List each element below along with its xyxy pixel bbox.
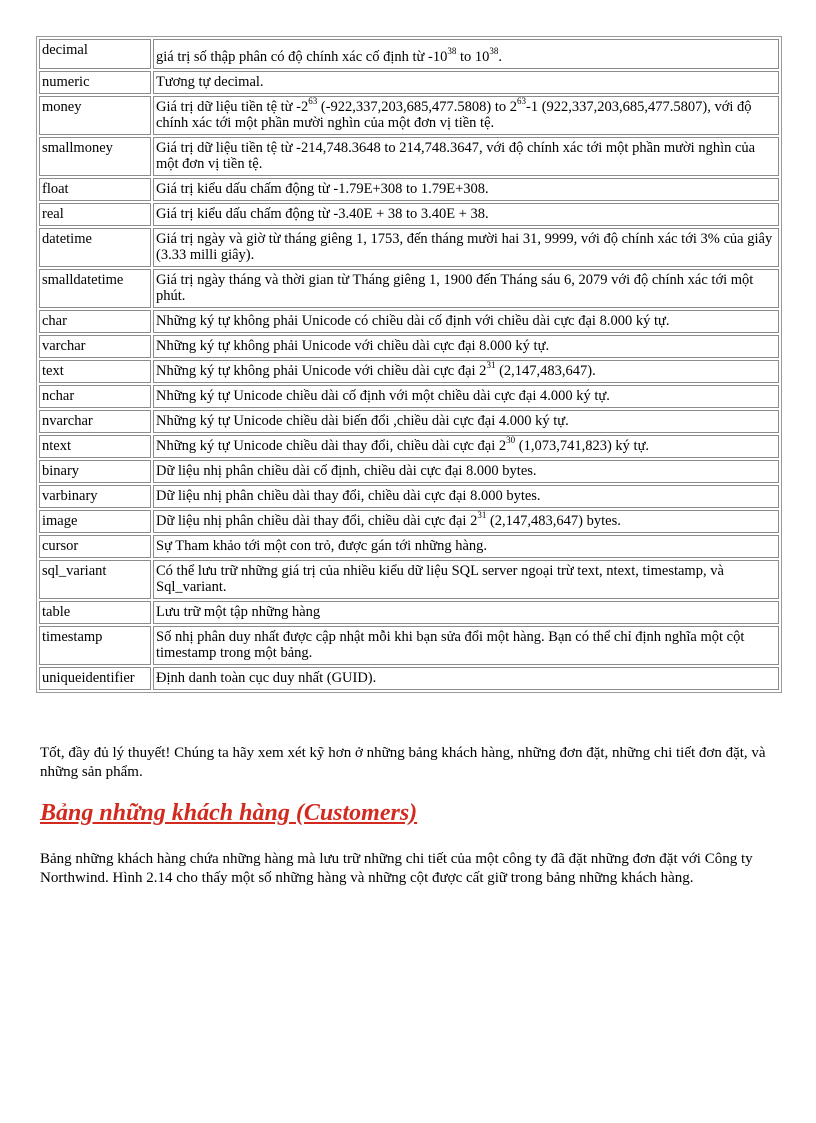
- type-name-cell: varbinary: [39, 485, 151, 508]
- type-description-cell: [153, 96, 779, 135]
- table-row: [39, 360, 779, 383]
- description-text: -1 (922,337,203,685,477.5807), với độ chính xác tới một phần mười nghìn của một đơn vị tiền tệ.: [156, 99, 752, 131]
- type-name-cell: float: [39, 178, 151, 201]
- description-text: Giá trị kiểu dấu chấm động từ -1.79E+308 to 1.79E+308.: [156, 181, 489, 197]
- superscript-exponent: 38: [447, 46, 457, 57]
- description-text: .: [498, 49, 503, 65]
- description-text: (-922,337,203,685,477.5808) to 2: [317, 99, 517, 115]
- table-row: [39, 535, 779, 558]
- table-row: [39, 71, 779, 94]
- table-row: [39, 335, 779, 358]
- type-name-cell: text: [39, 360, 151, 383]
- table-row: [39, 601, 779, 624]
- type-name-cell: real: [39, 203, 151, 226]
- description-text: Sự Tham khảo tới một con trỏ, được gán tới những hàng.: [156, 538, 488, 554]
- type-name-cell: varchar: [39, 335, 151, 358]
- table-row: [39, 667, 779, 690]
- superscript-exponent: 38: [489, 46, 499, 57]
- type-name-cell: binary: [39, 460, 151, 483]
- table-row: [39, 410, 779, 433]
- customers-paragraph: Bảng những khách hàng chứa những hàng mà lưu trữ những chi tiết của một công ty đã đặt những đơn đặt với Công ty Northwind. Hình 2.14 cho thấy một số những hàng và những cột được cất giữ trong bảng những khách hàng.: [40, 851, 753, 886]
- table-row: [39, 626, 779, 665]
- description-text: (1,073,741,823) ký tự.: [515, 438, 650, 454]
- table-row: [39, 137, 779, 176]
- type-description-cell: [153, 485, 779, 508]
- table-row: [39, 178, 779, 201]
- type-description-cell: [153, 310, 779, 333]
- type-description-cell: [153, 335, 779, 358]
- description-text: (2,147,483,647).: [495, 363, 596, 379]
- table-row: [39, 435, 779, 458]
- type-name-cell: money: [39, 96, 151, 135]
- type-description-cell: [153, 601, 779, 624]
- type-description-cell: [153, 228, 779, 267]
- type-name-cell: image: [39, 510, 151, 533]
- type-description-cell: [153, 435, 779, 458]
- description-text: Dữ liệu nhị phân chiều dài thay đổi, chiều dài cực đại 2: [156, 513, 478, 529]
- superscript-exponent: 31: [486, 360, 496, 371]
- type-description-cell: [153, 667, 779, 690]
- description-text: Những ký tự không phải Unicode với chiều dài cực đại 8.000 ký tự.: [156, 338, 550, 354]
- type-description-cell: [153, 269, 779, 308]
- description-text: to 10: [456, 49, 490, 65]
- superscript-exponent: 31: [477, 510, 487, 521]
- description-text: Những ký tự Unicode chiều dài biến đổi ,chiều dài cực đại 4.000 ký tự.: [156, 413, 569, 429]
- table-row: [39, 510, 779, 533]
- table-row: [39, 485, 779, 508]
- type-description-cell: [153, 178, 779, 201]
- type-name-cell: smalldatetime: [39, 269, 151, 308]
- table-row: [39, 310, 779, 333]
- type-description-cell: [153, 385, 779, 408]
- type-description-cell: [153, 203, 779, 226]
- description-text: Những ký tự không phải Unicode với chiều dài cực đại 2: [156, 363, 487, 379]
- description-text: Giá trị ngày tháng và thời gian từ Tháng giêng 1, 1900 đến Tháng sáu 6, 2079 với độ chính xác tới một phút.: [156, 272, 754, 304]
- type-description-cell: [153, 360, 779, 383]
- type-name-cell: datetime: [39, 228, 151, 267]
- description-text: Dữ liệu nhị phân chiều dài thay đổi, chiều dài cực đại 8.000 bytes.: [156, 488, 541, 504]
- table-row: [39, 460, 779, 483]
- type-description-cell: [153, 626, 779, 665]
- description-text: Có thể lưu trữ những giá trị của nhiều kiểu dữ liệu SQL server ngoại trừ text, ntext, timestamp, và Sql_variant.: [156, 563, 724, 595]
- type-name-cell: sql_variant: [39, 560, 151, 599]
- description-text: Dữ liệu nhị phân chiều dài cố định, chiều dài cực đại 8.000 bytes.: [156, 463, 537, 479]
- type-name-cell: nvarchar: [39, 410, 151, 433]
- table-row: [39, 96, 779, 135]
- description-text: Giá trị ngày và giờ từ tháng giêng 1, 1753, đến tháng mười hai 31, 9999, với độ chính xác tới 3% của giây (3.33 milli giây).: [156, 231, 773, 263]
- description-text: giá trị số thập phân có độ chính xác cố định từ -10: [156, 49, 448, 65]
- description-text: Tương tự decimal.: [156, 74, 264, 90]
- data-types-table: [36, 36, 782, 693]
- description-text: Định danh toàn cục duy nhất (GUID).: [156, 670, 377, 686]
- type-name-cell: cursor: [39, 535, 151, 558]
- description-text: Những ký tự Unicode chiều dài thay đổi, chiều dài cực đại 2: [156, 438, 507, 454]
- table-row: [39, 39, 779, 69]
- data-types-table-body: [39, 39, 779, 690]
- type-name-cell: ntext: [39, 435, 151, 458]
- description-text: Số nhị phân duy nhất được cập nhật mỗi khi bạn sửa đổi một hàng. Bạn có thể chỉ định nghĩa một cột timestamp trong một bảng.: [156, 629, 745, 661]
- type-name-cell: nchar: [39, 385, 151, 408]
- description-text: Lưu trữ một tập những hàng: [156, 604, 321, 620]
- page-content: [36, 36, 782, 693]
- table-row: [39, 269, 779, 308]
- type-name-cell: table: [39, 601, 151, 624]
- type-name-cell: smallmoney: [39, 137, 151, 176]
- superscript-exponent: 63: [517, 96, 526, 107]
- type-description-cell: [153, 71, 779, 94]
- description-text: Giá trị kiểu dấu chấm động từ -3.40E + 38 to 3.40E + 38.: [156, 206, 489, 222]
- description-text: Những ký tự Unicode chiều dài cố định với một chiều dài cực đại 4.000 ký tự.: [156, 388, 610, 404]
- type-name-cell: uniqueidentifier: [39, 667, 151, 690]
- table-row: [39, 560, 779, 599]
- type-name-cell: char: [39, 310, 151, 333]
- description-text: (2,147,483,647) bytes.: [486, 513, 621, 529]
- superscript-exponent: 63: [308, 96, 318, 107]
- superscript-exponent: 30: [506, 435, 516, 446]
- intro-paragraph: Tốt, đầy đủ lý thuyết! Chúng ta hãy xem xét kỹ hơn ở những bảng khách hàng, những đơn đặt, những chi tiết đơn đặt, và những sản phẩm.: [40, 745, 766, 780]
- type-description-cell: [153, 560, 779, 599]
- type-name-cell: numeric: [39, 71, 151, 94]
- table-row: [39, 228, 779, 267]
- type-description-cell: [153, 510, 779, 533]
- type-description-cell: [153, 460, 779, 483]
- table-row: [39, 203, 779, 226]
- section-heading-customers: Bảng những khách hàng (Customers): [40, 800, 418, 826]
- description-text: Giá trị dữ liệu tiền tệ từ -214,748.3648 to 214,748.3647, với độ chính xác tới một phần mười nghìn của một đơn vị tiền tệ.: [156, 140, 756, 172]
- description-text: Những ký tự không phải Unicode có chiều dài cố định với chiều dài cực đại 8.000 ký tự.: [156, 313, 670, 329]
- table-row: [39, 385, 779, 408]
- type-description-cell: [153, 535, 779, 558]
- type-description-cell: [153, 39, 779, 69]
- type-description-cell: [153, 137, 779, 176]
- description-text: Giá trị dữ liệu tiền tệ từ -2: [156, 99, 309, 115]
- type-description-cell: [153, 410, 779, 433]
- type-name-cell: timestamp: [39, 626, 151, 665]
- type-name-cell: decimal: [39, 39, 151, 69]
